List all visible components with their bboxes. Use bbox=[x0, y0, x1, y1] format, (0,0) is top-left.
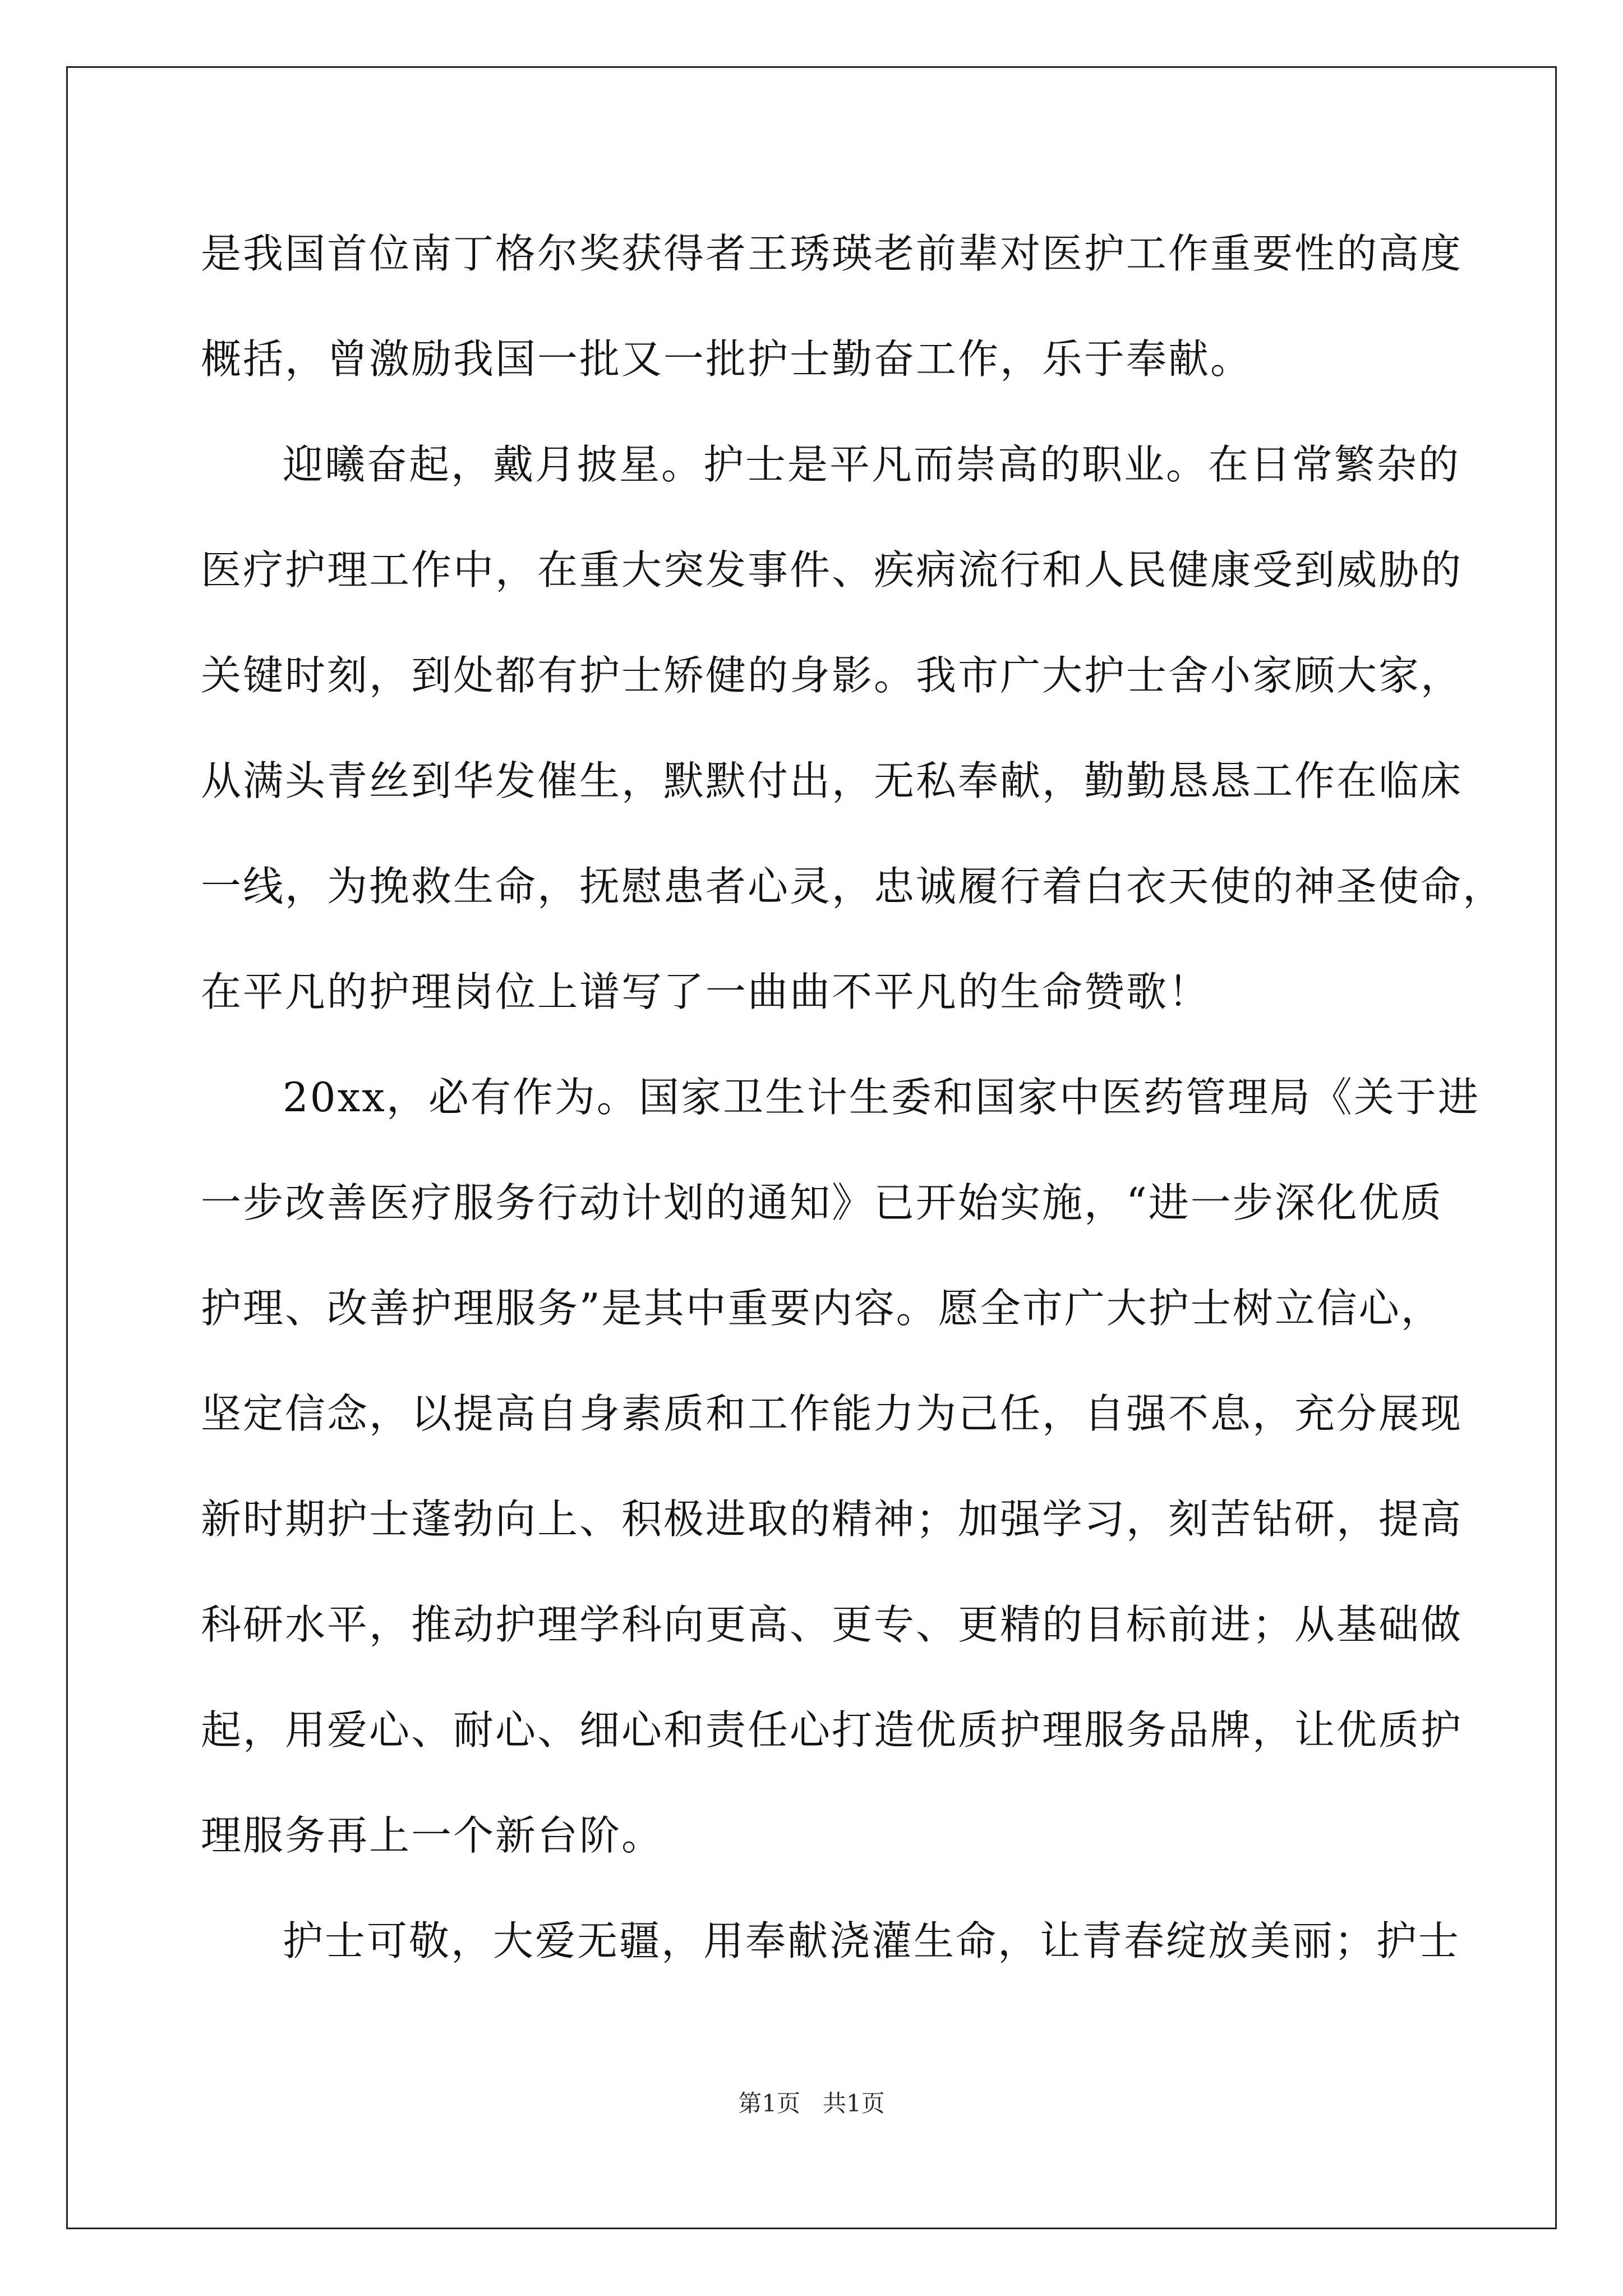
text-line: 关键时刻，到处都有护士矫健的身影。我市广大护士舍小家顾大家， bbox=[201, 652, 1463, 699]
text-line: 一线，为挽救生命，抚慰患者心灵，忠诚履行着白衣天使的神圣使命， bbox=[201, 863, 1505, 910]
text-line: 医疗护理工作中，在重大突发事件、疾病流行和人民健康受到威胁的 bbox=[201, 546, 1463, 593]
text-line: 起，用爱心、耐心、细心和责任心打造优质护理服务品牌，让优质护 bbox=[201, 1706, 1463, 1754]
paragraph-start-line: 迎曦奋起，戴月披星。护士是平凡而崇高的职业。在日常繁杂的 bbox=[283, 441, 1461, 488]
text-line: 理服务再上一个新台阶。 bbox=[201, 1812, 664, 1859]
text-line: 概括，曾激励我国一批又一批护士勤奋工作，乐于奉献。 bbox=[201, 335, 1253, 383]
paragraph-start-line: 护士可敬，大爱无疆，用奉献浇灌生命，让青春绽放美丽；护士 bbox=[283, 1917, 1461, 1964]
text-line: 在平凡的护理岗位上谱写了一曲曲不平凡的生命赞歌！ bbox=[201, 968, 1211, 1015]
page-total: 共1页 bbox=[823, 2090, 885, 2117]
page-number: 第1页 bbox=[738, 2090, 800, 2117]
text-line: 是我国首位南丁格尔奖获得者王琇瑛老前辈对医护工作重要性的高度 bbox=[201, 230, 1463, 277]
paragraph-start-line: 20xx，必有作为。国家卫生计生委和国家中医药管理局《关于进 bbox=[283, 1074, 1480, 1121]
text-line: 科研水平，推动护理学科向更高、更专、更精的目标前进；从基础做 bbox=[201, 1601, 1463, 1648]
text-line: 一步改善医疗服务行动计划的通知》已开始实施，“进一步深化优质 bbox=[201, 1179, 1443, 1226]
text-line: 护理、改善护理服务”是其中重要内容。愿全市广大护士树立信心， bbox=[201, 1285, 1443, 1332]
text-line: 坚定信念，以提高自身素质和工作能力为己任，自强不息，充分展现 bbox=[201, 1390, 1463, 1437]
page-footer bbox=[0, 2087, 1623, 2120]
text-line: 从满头青丝到华发催生，默默付出，无私奉献，勤勤恳恳工作在临床 bbox=[201, 757, 1463, 804]
text-line: 新时期护士蓬勃向上、积极进取的精神；加强学习，刻苦钻研，提高 bbox=[201, 1496, 1463, 1543]
document-body bbox=[201, 209, 1505, 2001]
